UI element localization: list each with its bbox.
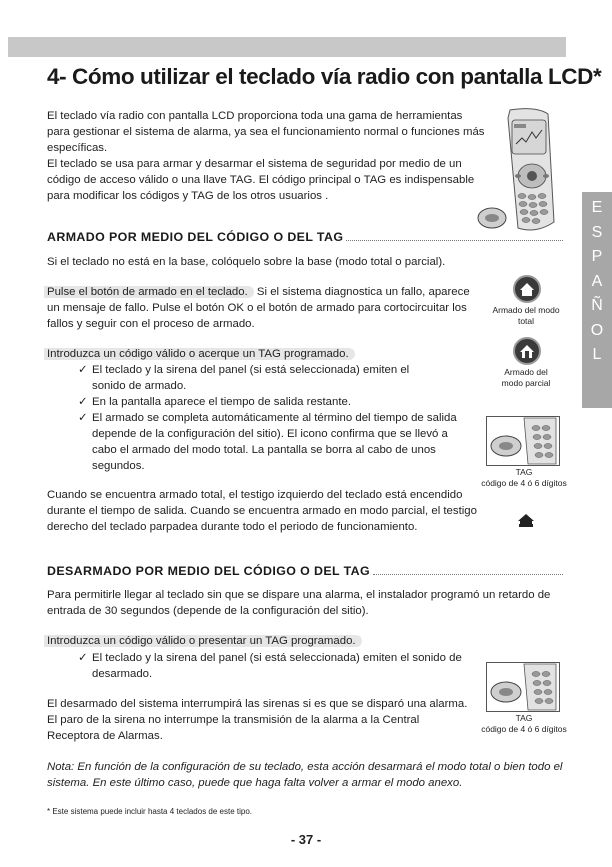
dotted-leader bbox=[373, 574, 563, 575]
check-item bbox=[78, 362, 472, 394]
paragraph-line: Para permitirle llegar al teclado sin que se dispare una alarma, el instalador programó un retardo de bbox=[47, 589, 551, 601]
check-text: desarmado. bbox=[92, 668, 153, 680]
note-line: Nota: En función de la configuración de su teclado, esta acción desarmará el modo total o bien todo el bbox=[47, 761, 563, 773]
side-letter: P bbox=[591, 248, 603, 265]
check-text: cabo el armado del modo total. La pantalla se borra al cabo de unos bbox=[92, 444, 436, 456]
arming-step-3 bbox=[47, 346, 355, 362]
paragraph-line: derecho del teclado parpadea durante todo el periodo de funcionamiento. bbox=[47, 521, 418, 533]
side-letter: L bbox=[592, 346, 602, 363]
instruction-text: Si el sistema diagnostica un fallo, aparece bbox=[253, 286, 470, 298]
paragraph-line: El paro de la sirena no interrumpe la transmisión de la alarma a la Central bbox=[47, 714, 420, 726]
caption-line: modo parcial bbox=[501, 378, 551, 388]
tag-keypad-illustration bbox=[486, 662, 560, 712]
check-item bbox=[78, 650, 482, 682]
check-item bbox=[78, 394, 472, 410]
intro-line: específicas. bbox=[47, 142, 108, 154]
lcd-keypad-illustration bbox=[474, 104, 570, 240]
section-title: ARMADO POR MEDIO DEL CÓDIGO O DEL TAG bbox=[47, 230, 344, 244]
dotted-leader bbox=[346, 240, 563, 241]
caption-line: total bbox=[517, 316, 535, 326]
check-text: sonido de armado. bbox=[92, 380, 187, 392]
section-heading-disarming bbox=[47, 562, 563, 578]
disarming-step bbox=[47, 633, 362, 649]
checkmark-icon: ✓ bbox=[78, 652, 88, 664]
section-heading-arming bbox=[47, 228, 563, 244]
house-led-icon bbox=[516, 512, 536, 528]
paragraph-line: entrada de 30 segundos (depende de la configuración del sitio). bbox=[47, 605, 369, 617]
intro-line: para gestionar el sistema de alarma, ya sea el funcionamiento normal o funciones más bbox=[47, 126, 485, 138]
check-text: segundos. bbox=[92, 460, 145, 472]
note-paragraph bbox=[47, 759, 577, 791]
paragraph-line: Cuando se encuentra armado total, el testigo izquierdo del teclado está encendido bbox=[47, 489, 463, 501]
check-item bbox=[78, 410, 482, 474]
arm-partial-icon bbox=[512, 336, 542, 366]
note-line: sistema. En este último caso, puede que haga falta volver a armar el modo anexo. bbox=[47, 777, 463, 789]
caption-line: Armado del modo bbox=[492, 305, 560, 315]
paragraph-line: Receptora de Alarmas. bbox=[47, 730, 163, 742]
instruction-text: fallos y seguir con el proceso de armado. bbox=[47, 318, 255, 330]
check-text: En la pantalla aparece el tiempo de salida restante. bbox=[92, 396, 351, 408]
tag-keypad-illustration bbox=[486, 416, 560, 466]
paragraph-line: El desarmado del sistema interrumpirá las sirenas si es que se disparó una alarma. bbox=[47, 698, 468, 710]
side-letter: E bbox=[591, 199, 603, 216]
page-title: 4- Cómo utilizar el teclado vía radio con pantalla LCD* bbox=[47, 64, 602, 89]
checkmark-icon: ✓ bbox=[78, 364, 88, 376]
intro-line: El teclado vía radio con pantalla LCD proporciona toda una gama de herramientas bbox=[47, 110, 463, 122]
intro-line: para modificar los códigos y TAG de los otros usuarios . bbox=[47, 190, 329, 202]
tag-caption bbox=[474, 467, 574, 489]
disarming-paragraph bbox=[47, 696, 487, 744]
caption-line: TAG bbox=[515, 713, 533, 723]
arming-led-paragraph bbox=[47, 487, 497, 535]
highlighted-instruction: Pulse el botón de armado en el teclado. bbox=[44, 286, 254, 298]
header-bar bbox=[8, 37, 566, 57]
arming-step-1: Si el teclado no está en la base, colóquelo sobre la base (modo total o parcial). bbox=[47, 256, 446, 268]
caption-line: código de 4 ó 6 dígitos bbox=[481, 478, 567, 488]
caption-line: Armado del bbox=[504, 367, 548, 377]
arm-total-icon bbox=[512, 274, 542, 304]
side-letter: A bbox=[591, 272, 603, 290]
side-letter: O bbox=[590, 321, 604, 339]
side-letter: Ñ bbox=[591, 297, 603, 314]
highlighted-instruction: Introduzca un código válido o presentar un TAG programado. bbox=[44, 635, 362, 647]
footnote: * Este sistema puede incluir hasta 4 teclados de este tipo. bbox=[47, 807, 253, 816]
instruction-text: un mensaje de fallo. Pulse el botón OK o el botón de armado para cortocircuitar los bbox=[47, 302, 467, 314]
check-text: El teclado y la sirena del panel (si está seleccionada) emiten el bbox=[92, 364, 410, 376]
tag-caption bbox=[472, 713, 576, 735]
language-side-tab bbox=[582, 192, 612, 408]
paragraph-line: durante el tiempo de salida. Cuando se encuentra armado en modo parcial, el testigo bbox=[47, 505, 477, 517]
intro-line: El teclado se usa para armar y desarmar el sistema de seguridad por medio de un bbox=[47, 158, 462, 170]
caption-line: código de 4 ó 6 dígitos bbox=[481, 724, 567, 734]
intro-line: código de acceso válido o una llave TAG. El código principal o TAG es indispensable bbox=[47, 174, 475, 186]
check-text: El armado se completa automáticamente al término del tiempo de salida bbox=[92, 412, 457, 424]
check-text: depende de la configuración del sitio). El icono confirma que se llevó a bbox=[92, 428, 448, 440]
page-number: - 37 - bbox=[290, 832, 322, 847]
check-text: El teclado y la sirena del panel (si está seleccionada) emiten el sonido de bbox=[92, 652, 462, 664]
checkmark-icon: ✓ bbox=[78, 412, 88, 424]
disarming-intro bbox=[47, 587, 587, 619]
caption-line: TAG bbox=[515, 467, 533, 477]
section-title: DESARMADO POR MEDIO DEL CÓDIGO O DEL TAG bbox=[47, 564, 371, 578]
checkmark-icon: ✓ bbox=[78, 396, 88, 408]
highlighted-instruction: Introduzca un código válido o acerque un TAG programado. bbox=[44, 348, 355, 360]
arm-partial-caption bbox=[486, 367, 566, 389]
arming-step-2 bbox=[47, 284, 487, 332]
intro-paragraph bbox=[47, 108, 507, 204]
side-letter: S bbox=[591, 223, 603, 241]
arm-total-caption bbox=[486, 305, 566, 327]
